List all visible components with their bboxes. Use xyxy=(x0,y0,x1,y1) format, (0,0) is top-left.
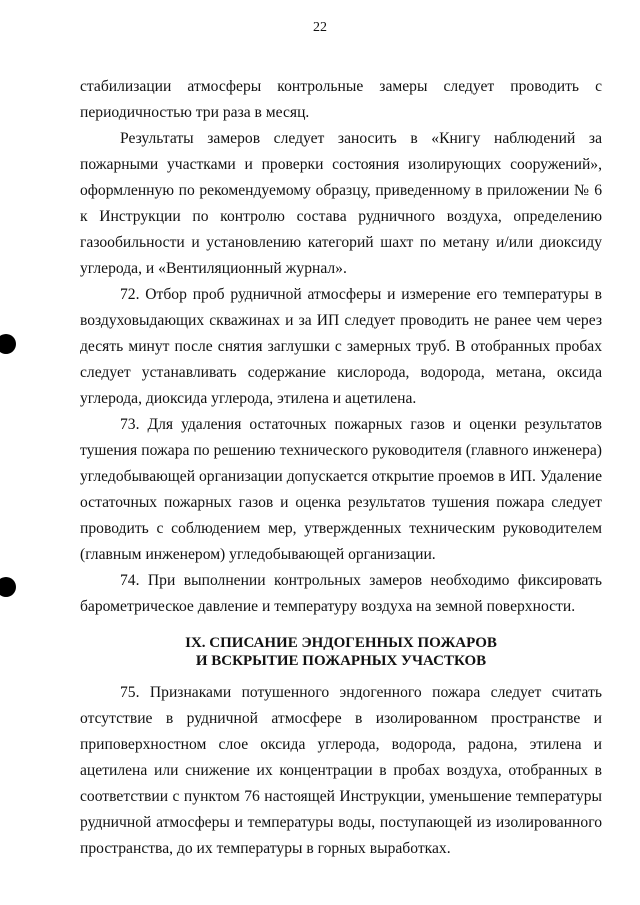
paragraph-72: 72. Отбор проб рудничной атмосферы и измерение его температуры в воздуховыдающих скважинах и за ИП следует проводить не ранее чем через десять минут после снятия заглушки с замерных труб. В отобранных пробах следует устанавливать содержание кислорода, водорода, метана, оксида углерода, диоксида углерода, этилена и ацетилена. xyxy=(80,286,602,407)
paragraph-continuation: стабилизации атмосферы контрольные замеры следует проводить с периодичностью три раза в месяц. xyxy=(80,78,602,121)
section-heading xyxy=(80,634,602,670)
document-body xyxy=(80,74,602,862)
paragraph-75: 75. Признаками потушенного эндогенного пожара следует считать отсутствие в рудничной атмосфере в изолированном пространстве и приповерхностном слое оксида углерода, водорода, радона, этилена и ацетилена или снижение их концентрации в пробах воздуха, отобранных в соответствии с пунктом 76 настоящей Инструкции, уменьшение температуры рудничной атмосферы и температуры воды, поступающей из изолированного пространства, до их температуры в горных выработках. xyxy=(80,684,602,857)
section-heading-line-2: И ВСКРЫТИЕ ПОЖАРНЫХ УЧАСТКОВ xyxy=(195,653,487,669)
binder-hole-top xyxy=(0,334,16,354)
section-heading-line-1: IX. СПИСАНИЕ ЭНДОГЕННЫХ ПОЖАРОВ xyxy=(185,635,497,651)
page-number: 22 xyxy=(313,20,327,35)
paragraph-73: 73. Для удаления остаточных пожарных газов и оценки результатов тушения пожара по решению технического руководителя (главного инженера) угледобывающей организации допускается открытие проемов в ИП. Удаление остаточных пожарных газов и оценка результатов тушения пожара следует проводить с соблюдением мер, утвержденных техническим руководителем (главным инженером) угледобывающей организации. xyxy=(80,416,602,563)
paragraph-results: Результаты замеров следует заносить в «Книгу наблюдений за пожарными участками и проверки состояния изолирующих сооружений», оформленную по рекомендуемому образцу, приведенному в приложении № 6 к Инструкции по контролю состава рудничного воздуха, определению газообильности и установлению категорий шахт по метану и/или диоксиду углерода, и «Вентиляционный журнал». xyxy=(80,130,602,277)
paragraph-74: 74. При выполнении контрольных замеров необходимо фиксировать барометрическое давление и температуру воздуха на земной поверхности. xyxy=(80,572,602,615)
binder-hole-bottom xyxy=(0,577,16,597)
